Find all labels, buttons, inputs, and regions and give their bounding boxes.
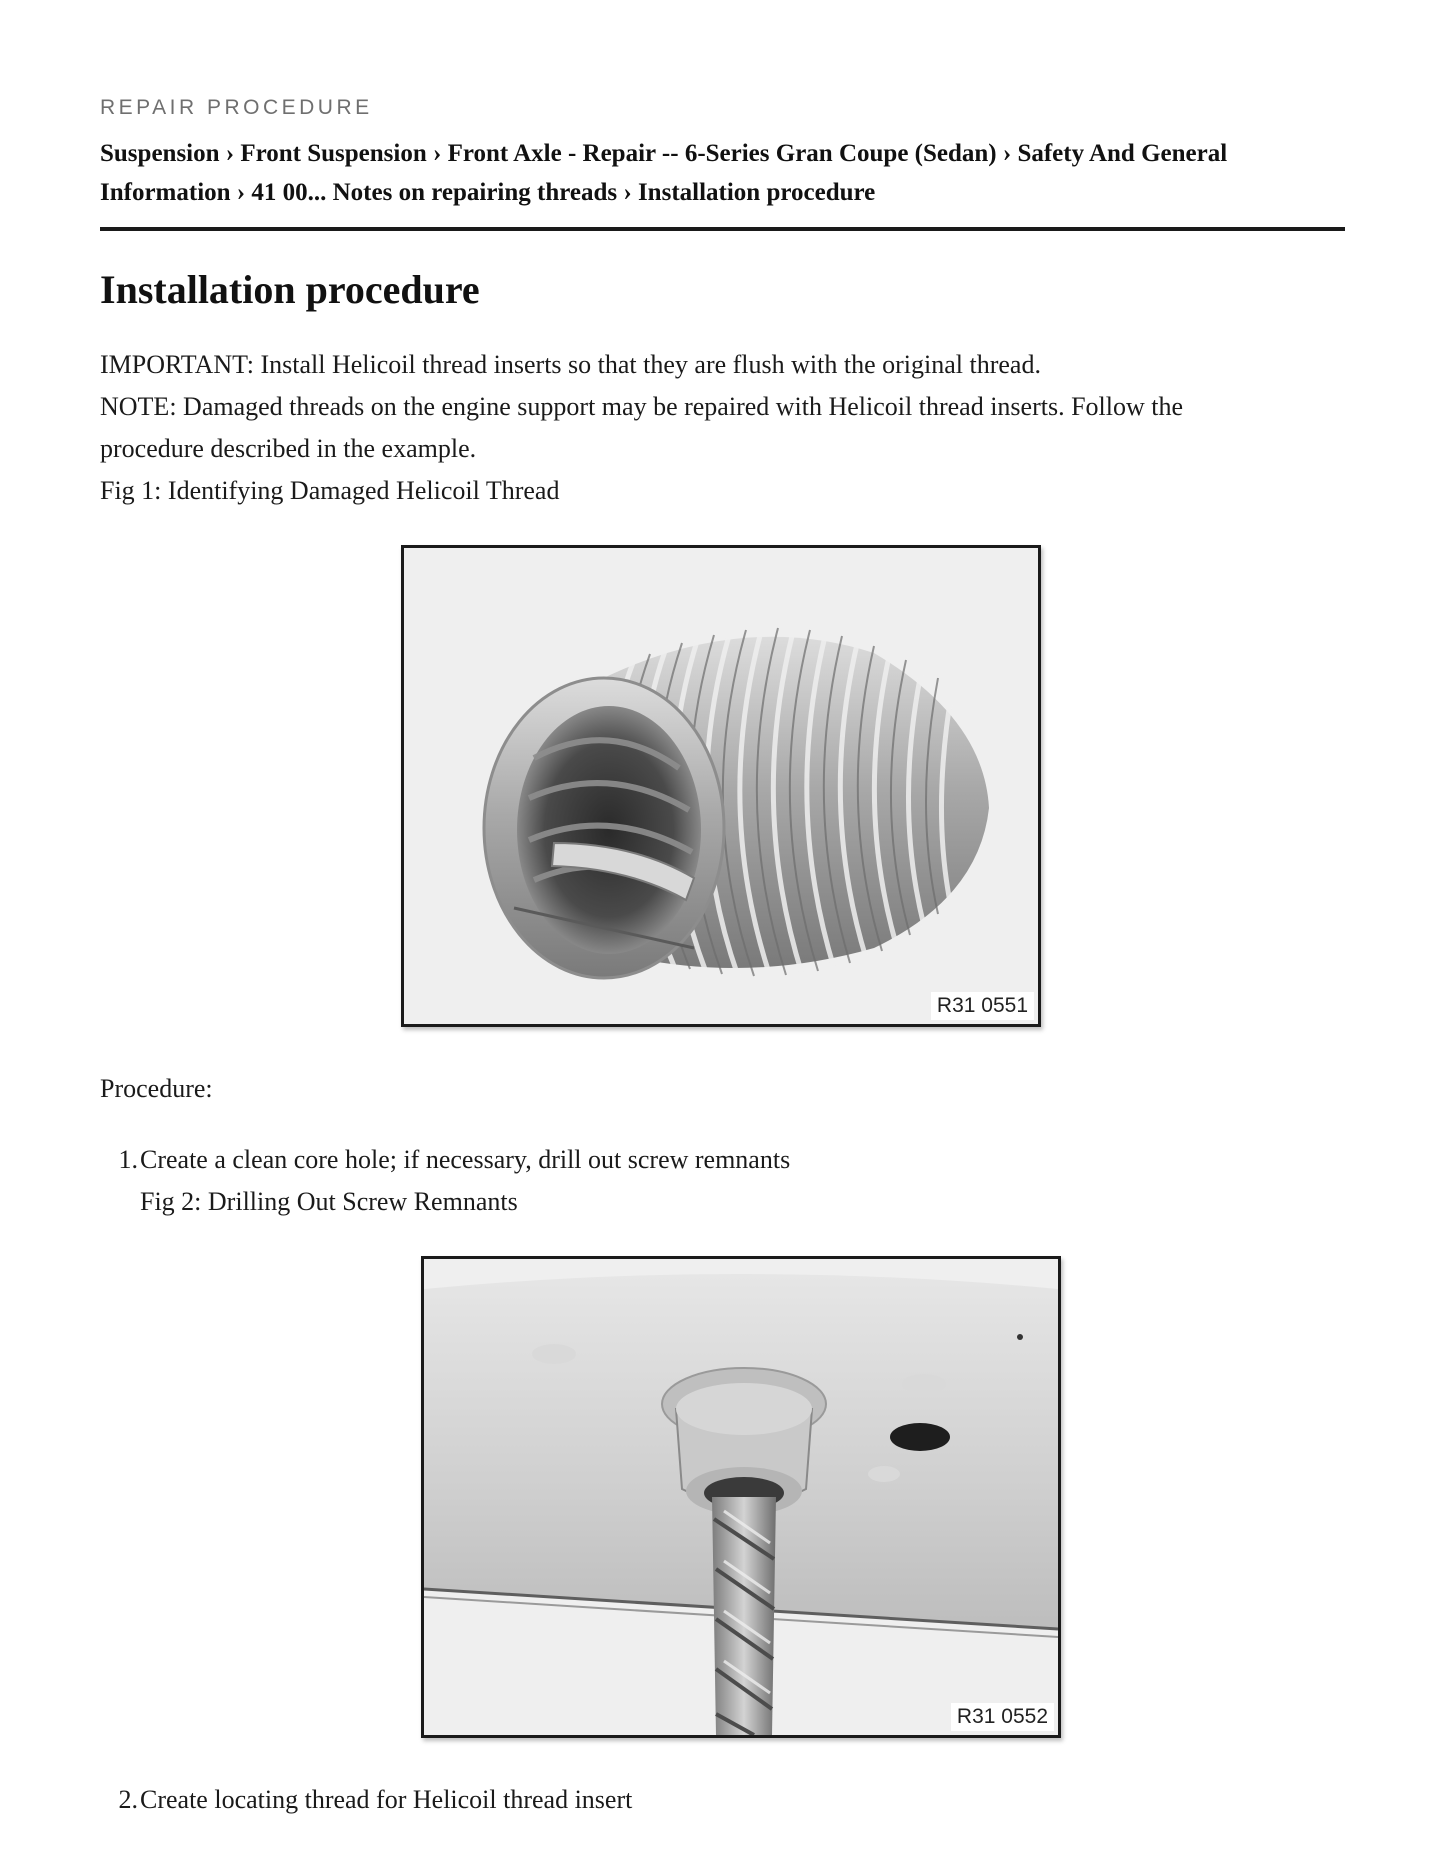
breadcrumb [100, 134, 1345, 212]
figure-2-drill-image [421, 1256, 1061, 1738]
section-kicker: REPAIR PROCEDURE [100, 96, 373, 119]
header-divider [100, 227, 1345, 231]
figure-1-helicoil-image [401, 545, 1041, 1027]
helicoil-illustration [404, 548, 1038, 1024]
breadcrumb-line-2: Information › 41 00... Notes on repairing threads › Installation procedure [100, 179, 876, 206]
drill-illustration [424, 1259, 1058, 1735]
important-note: IMPORTANT: Install Helicoil thread inserts so that they are flush with the original thread. [100, 350, 1041, 379]
figure-1-code: R31 0551 [931, 992, 1034, 1020]
breadcrumb-line-1: Suspension › Front Suspension › Front Axle - Repair -- 6-Series Gran Coupe (Sedan) › Safety And General [100, 140, 1228, 167]
step-text: Create locating thread for Helicoil thread insert [140, 1785, 633, 1814]
procedure-label: Procedure: [100, 1074, 213, 1103]
figure-2-code: R31 0552 [951, 1703, 1054, 1731]
step-number: 1. [118, 1145, 138, 1174]
page-title: Installation procedure [100, 267, 480, 312]
note-line-2: procedure described in the example. [100, 434, 477, 463]
figure-2-caption: Fig 2: Drilling Out Screw Remnants [140, 1187, 518, 1216]
figure-1-caption: Fig 1: Identifying Damaged Helicoil Thread [100, 476, 560, 505]
step-number: 2. [118, 1785, 138, 1814]
step-text: Create a clean core hole; if necessary, drill out screw remnants [140, 1145, 791, 1174]
note-line-1: NOTE: Damaged threads on the engine support may be repaired with Helicoil thread inserts. Follow the [100, 392, 1184, 421]
